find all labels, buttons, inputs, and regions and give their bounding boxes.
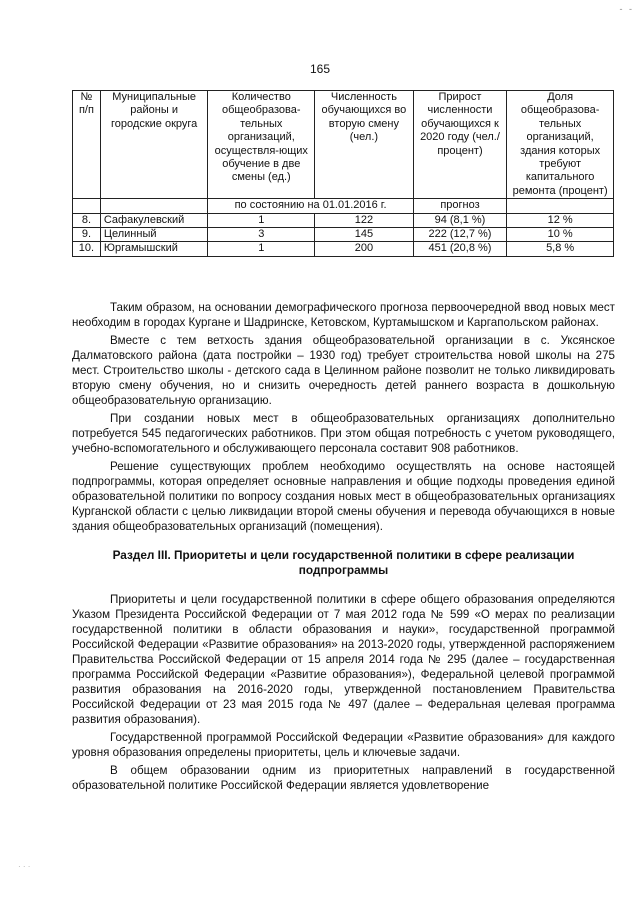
paragraph-problem-solution: Решение существующих проблем необходимо осуществлять на основе настоящей подпрограммы, которая определяет основные направления и общие подходы проведения единой образовательной политики по вопросу создания новых мест в общеобразовательных организациях Курганской области с целью ликвидации второй смены обучения и перевода обучающихся в новые здания общеобразовательных организаций (помещения). bbox=[72, 460, 615, 533]
cell-pupil-growth: 451 (20,8 %) bbox=[413, 242, 507, 256]
cell-org-count: 1 bbox=[208, 213, 315, 227]
paragraph-policy-priorities: Приоритеты и цели государственной политики в сфере общего образования определяются Указом Президента Российской Федерации от 7 мая 2012 года № 599 «О мерах по реализации государственной политики в области образования и науки», государственной программой Российской Федерации «Развитие образования» на 2013-2020 годы, утвержденной распоряжением Правительства Российской Федерации от 15 апреля 2014 года № 295 (далее – государственная программа Российской Федерации «Развитие образования»), Федеральной целевой программой развития образования на 2016-2020 годы, утвержденной постановлением Правительства Российской Федерации от 23 мая 2015 года № 497 (далее – Федеральная целевая программа развития образования). bbox=[72, 593, 615, 726]
subheader-empty bbox=[73, 199, 101, 213]
cell-org-count: 3 bbox=[208, 228, 315, 242]
header-num: № п/п bbox=[73, 91, 101, 199]
header-second-shift-pupils: Численность обучающихся во вторую смену (чел.) bbox=[315, 91, 414, 199]
section-heading: Раздел III. Приоритеты и цели государственной политики в сфере реализации подпрограммы bbox=[112, 548, 575, 577]
cell-repair-share: 12 % bbox=[507, 213, 614, 227]
paragraph-staff-needs: При создании новых мест в общеобразовательных организациях дополнительно потребуется 545 педагогических работников. При этом общая потребность с учетом руководящего, учебно-вспомогательного и обслуживающего персонала составит 908 работников. bbox=[72, 412, 615, 455]
table-subheader-row bbox=[73, 199, 614, 213]
paragraph-new-places-priority: Таким образом, на основании демографического прогноза первоочередной ввод новых мест необходим в городах Кургане и Шадринске, Кетовском, Куртамышском и Каргапольском районах. bbox=[72, 301, 615, 329]
table-row bbox=[73, 242, 614, 256]
cell-repair-share: 5,8 % bbox=[507, 242, 614, 256]
table-header-row bbox=[73, 91, 614, 199]
cell-municipality: Целинный bbox=[100, 228, 208, 242]
subheader-empty bbox=[507, 199, 614, 213]
subheader-as-of-date: по состоянию на 01.01.2016 г. bbox=[208, 199, 413, 213]
table-row bbox=[73, 228, 614, 242]
header-org-count: Количество общеобразова-тельных организаций, осуществля-ющих обучение в две смены (ед.) bbox=[208, 91, 315, 199]
header-pupil-growth: Прирост численности обучающихся к 2020 году (чел./процент) bbox=[413, 91, 507, 199]
cell-num: 9. bbox=[73, 228, 101, 242]
cell-pupil-growth: 94 (8,1 %) bbox=[413, 213, 507, 227]
paragraph-state-program: Государственной программой Российской Федерации «Развитие образования» для каждого уровня образования определены приоритеты, цель и ключевые задачи. bbox=[72, 731, 615, 759]
cell-municipality: Сафакулевский bbox=[100, 213, 208, 227]
header-repair-share: Доля общеобразова-тельных организаций, здания которых требуют капитального ремонта (процент) bbox=[507, 91, 614, 199]
paragraph-building-condition: Вместе с тем ветхость здания общеобразовательной организации в с. Уксянское Далматовского района (дата постройки – 1930 год) требует строительства новой школы на 275 мест. Строительство школы - детского сада в Целинном районе позволит не только ликвидировать вторую смену обучения, но и снизить очередность детей раннего возраста в дошкольную общеобразовательную организацию. bbox=[72, 334, 615, 407]
scan-corner-mark: - - bbox=[619, 4, 634, 14]
page-number: 165 bbox=[309, 62, 331, 76]
cell-org-count: 1 bbox=[208, 242, 315, 256]
cell-num: 8. bbox=[73, 213, 101, 227]
paragraph-general-education: В общем образовании одним из приоритетных направлений в государственной образовательной политике Российской Федерации является удовлетворение bbox=[72, 764, 615, 792]
subheader-empty bbox=[100, 199, 208, 213]
scan-artifact: · · · bbox=[18, 862, 31, 871]
cell-num: 10. bbox=[73, 242, 101, 256]
header-municipality: Муниципальные районы и городские округа bbox=[100, 91, 208, 199]
cell-second-shift-pupils: 122 bbox=[315, 213, 414, 227]
cell-pupil-growth: 222 (12,7 %) bbox=[413, 228, 507, 242]
cell-second-shift-pupils: 200 bbox=[315, 242, 414, 256]
statistics-table bbox=[72, 90, 614, 257]
subheader-forecast: прогноз bbox=[413, 199, 507, 213]
document-body bbox=[72, 300, 615, 793]
cell-second-shift-pupils: 145 bbox=[315, 228, 414, 242]
table-row bbox=[73, 213, 614, 227]
cell-municipality: Юргамышский bbox=[100, 242, 208, 256]
cell-repair-share: 10 % bbox=[507, 228, 614, 242]
